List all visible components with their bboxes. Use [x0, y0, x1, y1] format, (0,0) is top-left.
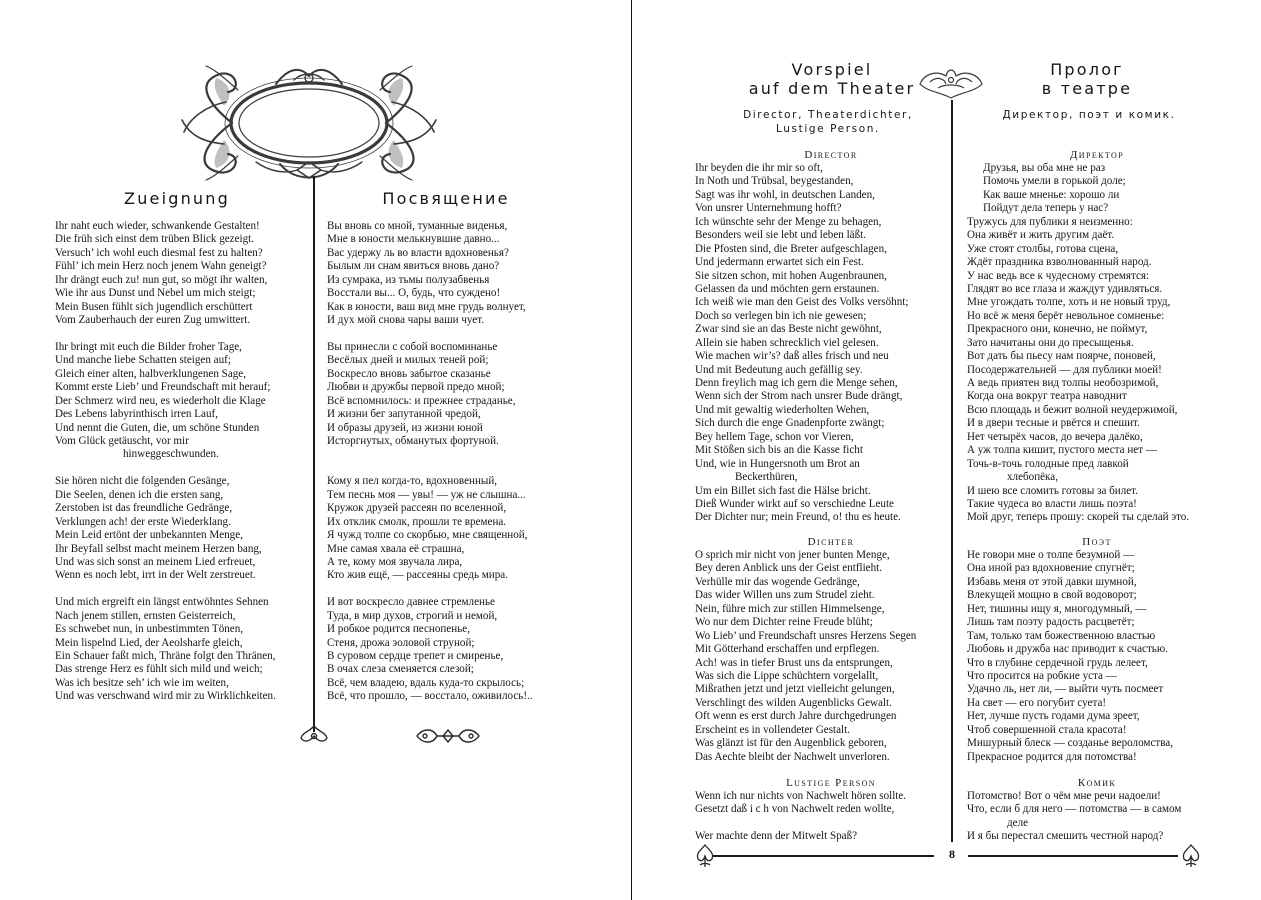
russian-cast: Директор, поэт и комик.	[1002, 109, 1176, 121]
left-center-rule	[313, 176, 315, 732]
verse-line: Мишурный блеск — созданье вероломства,	[967, 737, 1174, 750]
verse-line: И образы друзей, из жизни юной	[327, 421, 483, 434]
verse-line: Und was sich sonst an meinem Lied erfreuet,	[55, 555, 256, 568]
verse-line: Der Dichter nur; mein Freund, o! thu es heute.	[695, 511, 901, 524]
verse-line: Wie machen wir’s? daß alles frisch und neu	[695, 350, 889, 363]
verse-line: In Noth und Trübsal, beygestanden,	[695, 175, 854, 188]
verse-line: Чтоб совершенной стала красота!	[967, 723, 1127, 736]
verse-line: Я чужд толпе со скорбью, мне священной,	[327, 529, 528, 542]
verse-line: Verschlingt des wilden Augenblicks Gewalt.	[695, 696, 892, 709]
fleuron-icon	[299, 724, 329, 746]
verse-line: Удачно ль, нет ли, — выйти чуть посмеет	[967, 683, 1164, 696]
verse-line: Mein lispelnd Lied, der Aeolsharfe gleich,	[55, 636, 243, 649]
verse-line: Любви и дружбы первой предо мной;	[327, 381, 505, 394]
verse-line: Ждёт праздника взволнованный народ.	[967, 256, 1152, 269]
verse-line: Как в юности, ваш вид мне грудь волнует,	[327, 300, 526, 313]
verse-line: Des Lebens labyrinthisch irren Lauf,	[55, 408, 218, 421]
verse-line: Из сумрака, из тьмы полузабвенья	[327, 273, 490, 286]
verse-line: Und mich ergreift ein längst entwöhntes Sehnen	[55, 596, 269, 609]
verse-line: Und manche liebe Schatten steigen auf;	[55, 354, 231, 367]
verse-line: Mißrathen jetzt und jetzt vielleicht gelungen,	[695, 683, 895, 696]
verse-line: Нет четырёх часов, до вечера далёко,	[967, 430, 1143, 443]
verse-line: Ihr beyden die ihr mir so oft,	[695, 162, 823, 174]
verse-line: Что, если б для него — потомства — в самом	[967, 803, 1182, 816]
verse-line: Und mit Bedeutung auch gefällig sey.	[695, 363, 863, 376]
verse-line: Versuch’ ich wohl euch diesmal fest zu halten?	[55, 246, 263, 259]
verse-line: Nach jenem stillen, ernsten Geisterreich,	[55, 609, 236, 622]
verse-line	[327, 583, 533, 596]
verse-line: Und mit gewaltig wiederholten Wehen,	[695, 403, 870, 416]
russian-title: Посвящение	[382, 189, 510, 208]
verse-line: Sie hören nicht die folgenden Gesänge,	[55, 475, 230, 488]
verse-line: Wenn es noch lebt, irrt in der Welt zerstreuet.	[55, 569, 256, 582]
verse-line: Sie sitzen schon, mit hohen Augenbraunen,	[695, 269, 887, 282]
verse-line: Um ein Billet sich fast die Hälse bricht.	[695, 484, 871, 497]
verse-line: Und jedermann erwartet sich ein Fest.	[695, 256, 864, 269]
footer-rule-left	[712, 855, 934, 857]
verse-line: Мне самая хвала её страшна,	[327, 542, 465, 555]
verse-line: Fühl’ ich mein Herz noch jenem Wahn geneigt?	[55, 260, 267, 273]
verse-line: Die Seelen, denen ich die ersten sang,	[55, 488, 224, 501]
page-number: 8	[949, 847, 955, 861]
verse-line: Там, только там божественною властью	[967, 629, 1156, 642]
verse-line	[695, 817, 906, 830]
verse-line: Sagt was ihr wohl, in deutschen Landen,	[695, 188, 875, 201]
scroll-ornament-icon	[413, 726, 483, 746]
verse-line: Ich weiß wie man den Geist des Volks versöhnt;	[695, 296, 909, 309]
verse-line: И вот воскресло давнее стремленье	[327, 596, 495, 609]
verse-line: Весёлых дней и милых теней рой;	[327, 354, 489, 367]
verse-line: Лишь там поэту радость расцветёт;	[967, 616, 1135, 629]
verse-line: Былым ли снам явиться вновь дано?	[327, 260, 500, 273]
right-page	[632, 0, 1261, 900]
vorspiel-title-line1: Vorspiel	[791, 60, 873, 79]
verse-line: Ihr Beyfall selbst macht meinem Herzen bang,	[55, 542, 262, 555]
verse-line: Прекрасного они, конечно, не поймут,	[967, 323, 1148, 336]
german-title: Zueignung	[124, 189, 230, 208]
verse-line: Всю площадь и бежит волной неудержимой,	[967, 403, 1178, 416]
verse-line: Wenn sich der Strom nach unsrer Bude drängt,	[695, 390, 903, 403]
de-lustige-speech	[695, 790, 906, 844]
verse-line: Всё, чем владею, вдаль куда-то скрылось;	[327, 676, 525, 689]
right-center-rule	[951, 100, 953, 842]
verse-line: Прекрасное родится для потомства!	[967, 750, 1137, 763]
ru-speaker-poet: Поэт	[1082, 536, 1112, 548]
verse-line: Doch so verlegen bin ich nie gewesen;	[695, 309, 867, 322]
verse-line: Тружусь для публики я неизменно:	[967, 215, 1133, 228]
verse-line: Bey deren Anblick uns der Geist entflieht.	[695, 562, 883, 575]
de-speaker-dichter: Dichter	[807, 536, 855, 548]
verse-line: Das Aechte bleibt der Nachwelt unverloren.	[695, 750, 890, 763]
verse-line: Что в глубине сердечной грудь лелеет,	[967, 656, 1148, 669]
verse-line: Глядят во все глаза и жаждут удивляться.	[967, 282, 1163, 295]
verse-line: Не говори мне о толпе безумной —	[967, 549, 1135, 561]
prolog-title	[1012, 60, 1162, 98]
de-director-speech	[695, 162, 908, 525]
verse-line: Erscheint es in vollendeter Gestalt.	[695, 723, 850, 736]
verse-line: Как ваше мненье: хорошо ли	[983, 188, 1120, 201]
verse-line: Мне угождать толпе, хоть и не новый труд,	[967, 296, 1171, 309]
verse-line: Wer machte denn der Mitwelt Spaß?	[695, 830, 858, 843]
verse-line: Das wider Willen uns zum Strudel zieht.	[695, 589, 875, 602]
verse-line: И я бы перестал смешить честной народ?	[967, 830, 1164, 843]
verse-line: Мой друг, теперь прошу: скорей ты сделай это.	[967, 511, 1190, 524]
verse-line: И в двери тесные и рвётся и спешит.	[967, 417, 1140, 430]
verse-line: В очах слеза сменяется слезой;	[327, 663, 474, 676]
verse-line: Vom Glück getäuscht, vor mir	[55, 435, 189, 447]
german-cast	[728, 108, 928, 136]
verse-line	[327, 462, 533, 475]
verse-line: Всё, что прошло, — восстало, оживилось!..	[327, 690, 533, 703]
verse-line: Von unsrer Unternehmung hofft?	[695, 202, 842, 215]
verse-line: Вы вновь со мной, туманные виденья,	[327, 220, 508, 232]
verse-line	[327, 448, 533, 461]
verse-line: Пойдут дела теперь у нас?	[983, 202, 1109, 215]
verse-line: Вас удержу ль во власти вдохновенья?	[327, 246, 509, 259]
verse-line: Такие чудеса во власти лишь поэта!	[967, 497, 1137, 510]
ru-komik-speech	[967, 790, 1181, 844]
cartouche-ornament-icon	[176, 62, 442, 184]
footer-fleuron-right-icon	[1180, 843, 1202, 869]
ru-poet-speech	[967, 549, 1173, 764]
footer-rule-right	[968, 855, 1178, 857]
verse-line: хлебопёка,	[1007, 471, 1058, 484]
verse-line: У нас ведь все к чудесному стремятся:	[967, 269, 1150, 282]
prolog-title-line1: Пролог	[1050, 60, 1124, 79]
russian-dedication-verse	[327, 220, 533, 704]
verse-line: Помочь умели в горькой доле;	[983, 175, 1126, 188]
verse-line: Нет, лучше пусть годами дума зреет,	[967, 710, 1140, 723]
german-cast-line2: Lustige Person.	[776, 123, 880, 135]
verse-line: Denn freylich mag ich gern die Menge sehen,	[695, 377, 898, 389]
verse-line	[327, 328, 533, 341]
verse-line	[55, 462, 276, 475]
verse-line: Besonders weil sie lebt und leben läßt.	[695, 229, 866, 242]
verse-line: Когда она вокруг театра наводнит	[967, 390, 1127, 403]
verse-line	[55, 328, 276, 341]
verse-line: Влекущей мощно в свой водоворот;	[967, 589, 1137, 602]
verse-line: Zwar sind sie an das Beste nicht gewöhnt,	[695, 323, 882, 336]
verse-line: Стеня, дрожа эоловой струной;	[327, 636, 475, 649]
ru-speaker-komik: Комик	[1077, 777, 1117, 789]
verse-line: Ihr drängt euch zu! nun gut, so mögt ihr walten,	[55, 273, 268, 286]
verse-line: Verklungen ach! der erste Wiederklang.	[55, 515, 231, 528]
vorspiel-title-line2: auf dem Theater	[748, 79, 916, 98]
german-cast-line1: Director, Theaterdichter,	[743, 109, 913, 121]
verse-line: Es schwebet nun, in unbestimmten Tönen,	[55, 623, 244, 636]
verse-line: Gleich einer alten, halbverklungenen Sage,	[55, 367, 246, 380]
verse-line: Тем песнь моя — увы! — уж не слышна...	[327, 488, 526, 501]
verse-line: Wie ihr aus Dunst und Nebel um mich steigt;	[55, 287, 256, 300]
verse-line: Кто жив ещё, — рассеяны средь мира.	[327, 569, 508, 582]
ru-speaker-director: Директор	[1069, 149, 1125, 161]
verse-line: Nein, führe mich zur stillen Himmelsenge,	[695, 602, 885, 615]
verse-line: Mein Leid ertönt der unbekannten Menge,	[55, 529, 243, 542]
verse-line: Kommt erste Lieb’ und Freundschaft mit herauf;	[55, 381, 271, 394]
verse-line: Что просится на робкие уста —	[967, 669, 1117, 682]
verse-line: Und, wie in Hungersnoth um Brot an	[695, 457, 860, 470]
verse-line: Точь-в-точь голодные пред лавкой	[967, 457, 1129, 470]
prolog-title-line2: в театре	[1041, 79, 1133, 98]
verse-line: Die Pfosten sind, die Breter aufgeschlagen,	[695, 242, 887, 255]
verse-line: А уж толпа кишит, пустого места нет —	[967, 444, 1157, 457]
ru-director-speech	[967, 162, 1189, 525]
verse-line: Воскресло вновь забытое сказанье	[327, 367, 491, 380]
verse-line: Was glänzt ist für den Augenblick geboren,	[695, 737, 887, 750]
verse-line: Mein Busen fühlt sich jugendlich erschüttert	[55, 300, 253, 313]
verse-line: Mit Stößen sich bis an die Kasse ficht	[695, 444, 863, 457]
verse-line: Ihr bringt mit euch die Bilder froher Tage,	[55, 340, 242, 353]
footer-fleuron-left-icon	[694, 843, 716, 869]
verse-line: Ich wünschte sehr der Menge zu behagen,	[695, 215, 882, 228]
verse-line: Und nennt die Guten, die, um schöne Stunden	[55, 421, 260, 434]
verse-line: Mit Götterhand erschaffen und erpflegen.	[695, 643, 880, 656]
verse-line	[55, 583, 276, 596]
verse-line: Allein sie haben schrecklich viel gelesen.	[695, 336, 879, 349]
verse-line: Sich durch die enge Gnadenpforte zwängt;	[695, 417, 885, 430]
verse-line: И шею все сломить готовы за билет.	[967, 484, 1138, 497]
verse-line: Wo nur dem Dichter reine Freude blüht;	[695, 616, 873, 629]
verse-line: Восстали вы... О, будь, что суждено!	[327, 287, 501, 300]
verse-line: Вот дать бы пьесу нам поярче, поновей,	[967, 350, 1156, 363]
verse-line: И дух мой снова чары ваши чует.	[327, 314, 485, 327]
verse-line: Избавь меня от этой давки шумной,	[967, 575, 1137, 588]
verse-line: O sprich mir nicht von jener bunten Menge,	[695, 549, 890, 561]
verse-line: Кому я пел когда-то, вдохновенный,	[327, 475, 498, 488]
verse-line: Посодержательней — для публики моей!	[967, 363, 1162, 376]
verse-line: Was ich besitze seh’ ich wie im weiten,	[55, 676, 229, 689]
verse-line: Она живёт и жить другим даёт.	[967, 229, 1115, 242]
verse-line: Wenn ich nur nichts von Nachwelt hören sollte.	[695, 790, 907, 802]
verse-line: Der Schmerz wird neu, es wiederholt die Klage	[55, 394, 266, 407]
verse-line: Ach! was in tiefer Brust uns da entsprungen,	[695, 656, 893, 669]
verse-line: И жизни бег запутанной чредой,	[327, 408, 481, 421]
small-cartouche-icon	[916, 62, 986, 102]
verse-line: Мне в юности мелькнувшие давно...	[327, 233, 500, 246]
verse-line: На свет — его погубит суета!	[967, 696, 1107, 709]
verse-line: Их отклик смолк, прошли те времена.	[327, 515, 507, 528]
verse-line: Друзья, вы оба мне не раз	[983, 162, 1106, 174]
verse-line: А ведь приятен вид толпы необозримой,	[967, 377, 1159, 389]
verse-line: Нет, тишины ищу я, многодумный, —	[967, 602, 1147, 615]
verse-line: Wo Lieb’ und Freundschaft unsres Herzens Segen	[695, 629, 917, 642]
de-dichter-speech	[695, 549, 916, 764]
verse-line: Was sich die Lippe schüchtern vorgelallt,	[695, 669, 879, 682]
verse-line: Oft wenn es erst durch Jahre durchgedrungen	[695, 710, 897, 723]
verse-line: Ein Schauer faßt mich, Thräne folgt den Thränen,	[55, 650, 276, 662]
verse-line: Und was verschwand wird mir zu Wirklichkeiten.	[55, 690, 276, 703]
verse-line: Она иной раз вдохновение спугнёт;	[967, 562, 1135, 575]
verse-line: Beckerthüren,	[735, 471, 798, 484]
verse-line: Die früh sich einst dem trüben Blick gezeigt.	[55, 233, 255, 246]
verse-line: Verhülle mir das wogende Gedränge,	[695, 575, 860, 588]
verse-line: Gesetzt daß i c h von Nachwelt reden wollte,	[695, 803, 895, 816]
verse-line: Потомство! Вот о чём мне речи надоели!	[967, 790, 1161, 802]
verse-line: Туда, в мир духов, строгий и немой,	[327, 609, 498, 622]
verse-line: Das strenge Herz es fühlt sich mild und weich;	[55, 663, 263, 676]
verse-line: Vom Zauberhauch der euren Zug umwittert.	[55, 314, 251, 327]
verse-line: Зато начитаны они до пресыщенья.	[967, 336, 1134, 349]
verse-line: Вы принесли с собой воспоминанье	[327, 340, 498, 353]
verse-line: Dieß Wunder wirkt auf so verschiedne Leute	[695, 497, 894, 510]
vorspiel-title	[732, 60, 932, 98]
verse-line: И робкое родится песнопенье,	[327, 623, 470, 636]
verse-line: Gelassen da und möchten gern erstaunen.	[695, 282, 880, 295]
verse-line: Bey hellem Tage, schon vor Vieren,	[695, 430, 854, 443]
verse-line: А те, кому моя звучала лира,	[327, 555, 463, 568]
verse-line: Но всё ж меня берёт невольное сомненье:	[967, 309, 1165, 322]
verse-line: hinweggeschwunden.	[123, 448, 219, 461]
german-dedication-verse	[55, 220, 276, 704]
de-speaker-director: Director	[804, 149, 858, 161]
verse-line: Zerstoben ist das freundliche Gedränge,	[55, 502, 233, 515]
verse-line: Любовь и дружба нас приводит к счастью.	[967, 643, 1168, 656]
verse-line: Всё вспомнилось: и прежнее страданье,	[327, 394, 516, 407]
verse-line: Уже стоят столбы, готова сцена,	[967, 242, 1119, 255]
verse-line: деле	[1007, 816, 1029, 829]
verse-line: Ihr naht euch wieder, schwankende Gestalten!	[55, 220, 260, 232]
de-speaker-lustige: Lustige Person	[786, 777, 876, 789]
verse-line: Кружок друзей рассеян по вселенной,	[327, 502, 507, 515]
verse-line: В суровом сердце трепет и смиренье,	[327, 650, 504, 662]
verse-line: Исторгнутых, обманутых фортуной.	[327, 435, 499, 447]
